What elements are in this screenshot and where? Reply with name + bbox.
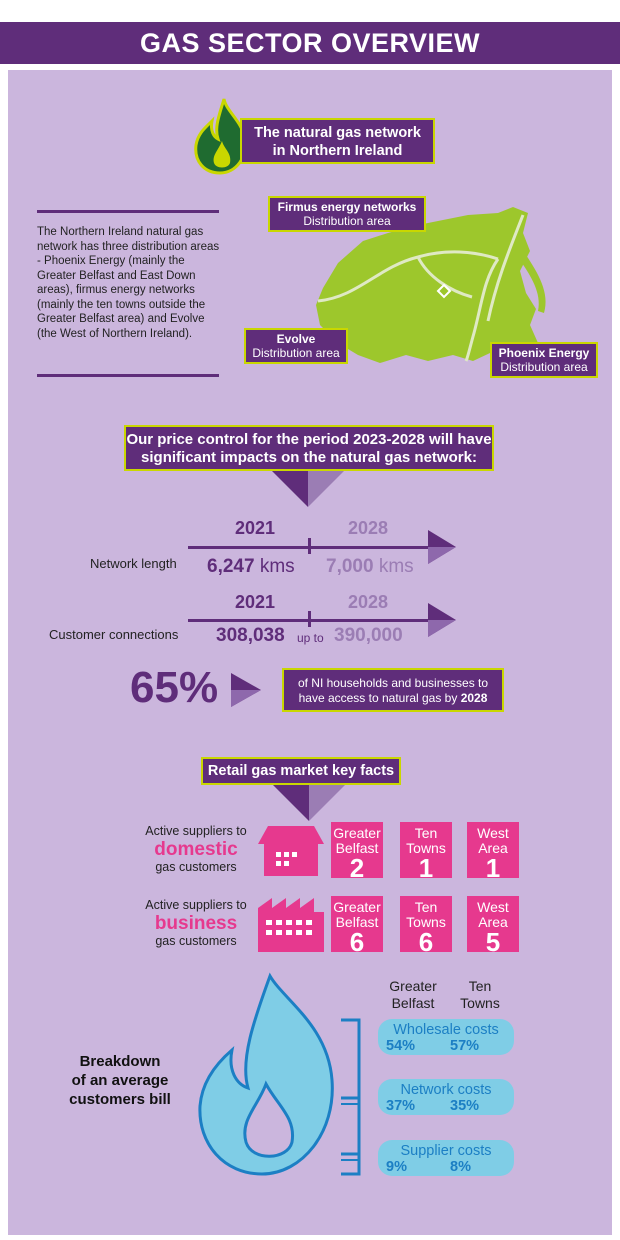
intro-bottom-rule bbox=[37, 374, 219, 377]
network-year-to: 2028 bbox=[347, 518, 389, 538]
business-emphasis: business bbox=[154, 913, 238, 934]
business-prefix: Active suppliers to bbox=[145, 898, 247, 912]
domestic-tile-value: 1 bbox=[485, 853, 501, 883]
business-tile-value: 6 bbox=[418, 927, 434, 957]
network-length-label: Network length bbox=[90, 556, 177, 571]
access-percent: 65% bbox=[130, 663, 219, 712]
phoenix-name: Phoenix Energy bbox=[498, 346, 590, 360]
business-suffix: gas customers bbox=[155, 934, 237, 948]
domestic-label bbox=[130, 824, 262, 875]
bill-title bbox=[40, 1052, 200, 1109]
bill-col-greater-belfast: Greater Belfast bbox=[389, 978, 437, 1011]
price-control-line1: Our price control for the period 2023-2028 will have bbox=[126, 431, 492, 448]
blue-flame-icon bbox=[192, 970, 342, 1182]
access-year: 2028 bbox=[460, 691, 488, 705]
price-control-line2: significant impacts on the natural gas network: bbox=[141, 449, 477, 466]
domestic-tile-greater-belfast bbox=[331, 822, 383, 883]
business-tile-value: 5 bbox=[485, 927, 501, 957]
retail-title-box: Retail gas market key facts bbox=[201, 757, 401, 785]
network-title-line2: in Northern Ireland bbox=[272, 143, 403, 159]
phoenix-map-label bbox=[490, 342, 598, 378]
network-value-from bbox=[207, 556, 295, 578]
network-unit-to: kms bbox=[378, 556, 414, 577]
domestic-tile-area: West Area bbox=[477, 825, 509, 856]
bill-title-line3: customers bill bbox=[69, 1091, 171, 1108]
connections-timeline-tick bbox=[308, 611, 311, 627]
connections-value-from: 308,038 bbox=[216, 625, 285, 646]
access-arrow-icon bbox=[231, 673, 261, 707]
connections-year-from: 2021 bbox=[234, 592, 276, 612]
business-tile-value: 6 bbox=[349, 927, 365, 957]
price-control-box bbox=[124, 425, 494, 471]
domestic-tile-west-area bbox=[467, 822, 519, 883]
network-timeline-tick bbox=[308, 538, 311, 554]
down-triangle-icon bbox=[272, 471, 344, 507]
network-year-from: 2021 bbox=[234, 518, 276, 538]
retail-down-triangle-icon bbox=[273, 785, 345, 821]
bill-col-ten-towns: Ten Towns bbox=[460, 978, 500, 1011]
bill-title-line1: Breakdown bbox=[79, 1053, 161, 1070]
domestic-tile-value: 2 bbox=[349, 853, 365, 883]
business-tile-area: West Area bbox=[477, 899, 509, 930]
business-tile-area: Greater Belfast bbox=[333, 899, 381, 930]
bill-row-label: Supplier costs bbox=[400, 1143, 492, 1159]
house-icon bbox=[258, 826, 324, 876]
bill-row-greater-belfast: 54% bbox=[386, 1038, 416, 1054]
bill-row-supplier bbox=[378, 1140, 514, 1176]
firmus-map-label bbox=[268, 196, 426, 232]
business-label bbox=[130, 898, 262, 949]
factory-icon bbox=[258, 898, 324, 952]
access-box bbox=[282, 668, 504, 712]
firmus-name: Firmus energy networks bbox=[277, 200, 417, 214]
business-tile-ten-towns bbox=[400, 896, 452, 957]
page-title: GAS SECTOR OVERVIEW bbox=[139, 28, 481, 58]
bill-row-ten-towns: 8% bbox=[450, 1159, 471, 1175]
connections-connector: up to bbox=[297, 631, 324, 645]
connections-value-to: 390,000 bbox=[334, 625, 403, 646]
business-tile-area: Ten Towns bbox=[406, 899, 446, 930]
domestic-tile-area: Ten Towns bbox=[406, 825, 446, 856]
firmus-sub: Distribution area bbox=[303, 214, 391, 228]
bill-row-greater-belfast: 9% bbox=[386, 1159, 407, 1175]
intro-top-rule bbox=[37, 210, 219, 213]
bill-row-ten-towns: 57% bbox=[450, 1038, 480, 1054]
domestic-tile-ten-towns bbox=[400, 822, 452, 883]
access-text: of NI households and businesses to have access to natural gas by bbox=[297, 676, 489, 705]
network-value-from-number: 6,247 bbox=[207, 556, 255, 577]
connections-arrow-icon bbox=[428, 603, 456, 637]
network-title-box bbox=[240, 118, 435, 164]
business-tile-west-area bbox=[467, 896, 519, 957]
bill-row-wholesale bbox=[378, 1019, 514, 1055]
phoenix-sub: Distribution area bbox=[500, 360, 588, 374]
bill-row-greater-belfast: 37% bbox=[386, 1098, 416, 1114]
business-tile-greater-belfast bbox=[331, 896, 383, 957]
evolve-sub: Distribution area bbox=[252, 346, 340, 360]
evolve-map-label bbox=[244, 328, 348, 364]
connections-year-to: 2028 bbox=[347, 592, 389, 612]
domestic-suffix: gas customers bbox=[155, 860, 237, 874]
domestic-emphasis: domestic bbox=[154, 839, 238, 860]
domestic-tile-value: 1 bbox=[418, 853, 434, 883]
network-unit-from: kms bbox=[259, 556, 295, 577]
bill-row-label: Network costs bbox=[400, 1082, 492, 1098]
bill-row-network bbox=[378, 1079, 514, 1115]
evolve-name: Evolve bbox=[276, 332, 316, 346]
network-arrow-icon bbox=[428, 530, 456, 564]
bill-row-label: Wholesale costs bbox=[393, 1022, 499, 1038]
intro-text: The Northern Ireland natural gas network has three distribution areas - Phoenix Energy (mainly the Greater Belfast and East Down areas), firmus energy networks (mainly the ten towns outside the Greater Belfast area) and Evolve (the West of Northern Ireland). bbox=[37, 226, 220, 340]
bill-title-line2: of an average bbox=[71, 1072, 169, 1089]
bill-bracket bbox=[337, 1018, 365, 1178]
network-title-line1: The natural gas network bbox=[254, 125, 421, 141]
bill-row-ten-towns: 35% bbox=[450, 1098, 480, 1114]
network-value-to-number: 7,000 bbox=[326, 556, 374, 577]
connections-label: Customer connections bbox=[49, 627, 179, 642]
network-value-to bbox=[326, 556, 414, 578]
domestic-tile-area: Greater Belfast bbox=[333, 825, 381, 856]
domestic-prefix: Active suppliers to bbox=[145, 824, 247, 838]
